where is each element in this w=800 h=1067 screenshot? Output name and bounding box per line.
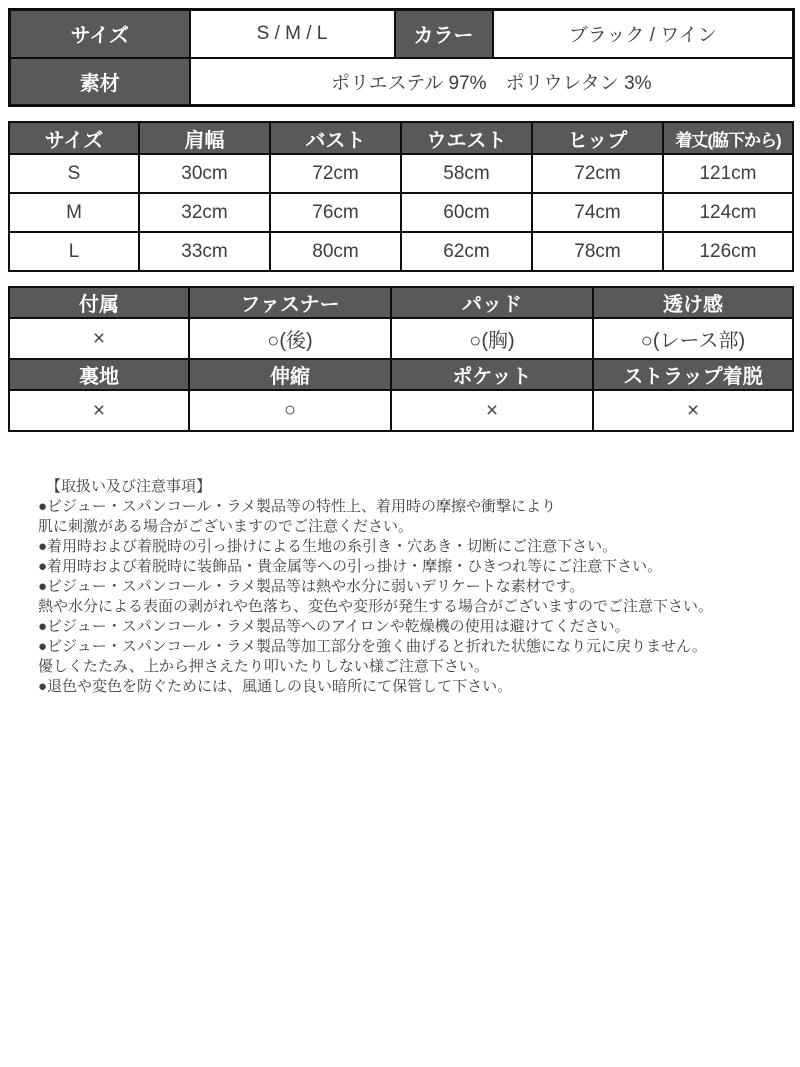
care-notes-line: ●ビジュー・スパンコール・ラメ製品等へのアイロンや乾燥機の使用は避けてください。 [38,618,630,635]
meas-cell: M [9,193,139,232]
care-notes-line: 優しくたたみ、上から押さえたり叩いたりしない様ご注意下さい。 [38,658,489,675]
meas-cell: 126cm [663,232,793,271]
meas-cell: 60cm [401,193,532,232]
feat-value-pocket: × [391,390,593,431]
measurements-row-l [9,232,793,271]
size-color-material-table [8,8,795,107]
measurements-table [8,121,794,272]
feat-value-fastener: ○(後) [189,318,391,359]
feat-header-sheerness: 透け感 [593,287,793,318]
meas-header-waist: ウエスト [401,122,532,154]
size-value-cell: S / M / L [190,10,395,58]
meas-cell: 121cm [663,154,793,193]
feat-value-lining: × [9,390,189,431]
size-label-cell: サイズ [10,10,190,58]
feat-header-stretch: 伸縮 [189,359,391,390]
care-notes-line: ●ビジュー・スパンコール・ラメ製品等は熱や水分に弱いデリケートな素材です。 [38,578,585,595]
care-notes-line: 熱や水分による表面の剥がれや色落ち、変色や変形が発生する場合がございますのでご注意下さい。 [38,598,714,615]
meas-header-size: サイズ [9,122,139,154]
feat-value-stretch: ○ [189,390,391,431]
meas-cell: 78cm [532,232,663,271]
features-value-row-1 [9,318,793,359]
meas-cell: 30cm [139,154,270,193]
care-notes-title: 【取扱い及び注意事項】 [46,478,212,495]
meas-header-length: 着丈(脇下から) [663,122,793,154]
feat-header-lining: 裏地 [9,359,189,390]
measurements-header-row [9,122,793,154]
measurements-row-s [9,154,793,193]
meas-header-hip: ヒップ [532,122,663,154]
meas-cell: 76cm [270,193,401,232]
meas-cell: 72cm [270,154,401,193]
meas-cell: 74cm [532,193,663,232]
material-label-cell: 素材 [10,58,190,106]
care-notes-line: ●着用時および着脱時に装飾品・貴金属等への引っ掛け・摩擦・ひきつれ等にご注意下さい。 [38,558,663,575]
care-notes-line: ●着用時および着脱時の引っ掛けによる生地の糸引き・穴あき・切断にご注意下さい。 [38,538,618,555]
feat-header-fastener: ファスナー [189,287,391,318]
feat-header-pad: パッド [391,287,593,318]
meas-header-shoulder: 肩幅 [139,122,270,154]
care-notes-line: ●退色や変色を防ぐためには、風通しの良い暗所にて保管して下さい。 [38,678,513,695]
feat-value-accessory: × [9,318,189,359]
meas-cell: 32cm [139,193,270,232]
color-value-cell: ブラック / ワイン [493,10,794,58]
meas-cell: L [9,232,139,271]
feat-value-pad: ○(胸) [391,318,593,359]
features-header-row-1 [9,287,793,318]
feat-header-pocket: ポケット [391,359,593,390]
care-notes [8,477,792,697]
material-row [10,58,794,106]
measurements-row-m [9,193,793,232]
meas-cell: 62cm [401,232,532,271]
care-notes-line: ●ビジュー・スパンコール・ラメ製品等の特性上、着用時の摩擦や衝撃により [38,498,557,515]
color-label-cell: カラー [395,10,493,58]
meas-cell: 80cm [270,232,401,271]
feat-header-strap: ストラップ着脱 [593,359,793,390]
meas-cell: 33cm [139,232,270,271]
meas-cell: 58cm [401,154,532,193]
feat-value-sheerness: ○(レース部) [593,318,793,359]
meas-header-bust: バスト [270,122,401,154]
meas-cell: 124cm [663,193,793,232]
care-notes-line: 肌に刺激がある場合がございますのでご注意ください。 [38,518,414,535]
meas-cell: S [9,154,139,193]
features-header-row-2 [9,359,793,390]
feat-value-strap: × [593,390,793,431]
size-color-row [10,10,794,58]
features-value-row-2 [9,390,793,431]
features-table [8,286,794,432]
material-value-cell: ポリエステル 97% ポリウレタン 3% [190,58,794,106]
feat-header-accessory: 付属 [9,287,189,318]
meas-cell: 72cm [532,154,663,193]
care-notes-line: ●ビジュー・スパンコール・ラメ製品等加工部分を強く曲げると折れた状態になり元に戻りません。 [38,638,707,655]
